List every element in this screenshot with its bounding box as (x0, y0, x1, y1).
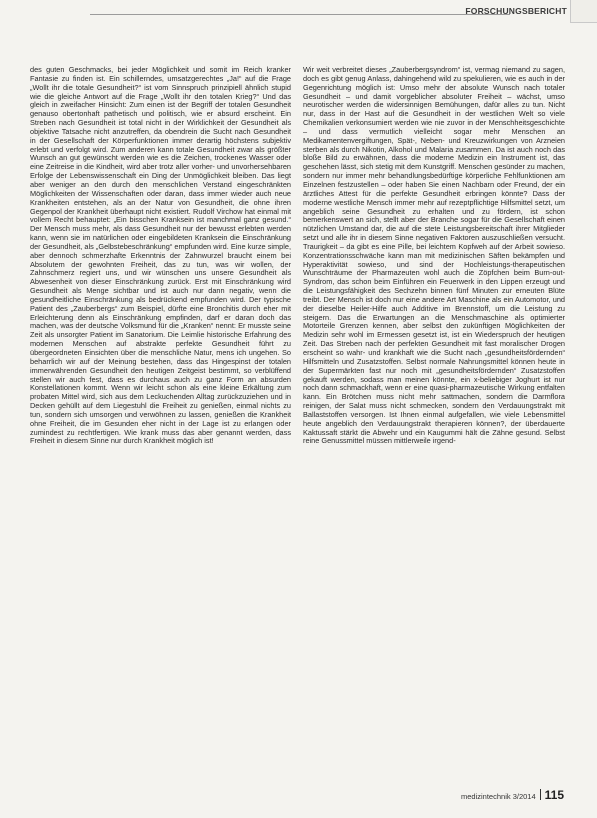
article-column-right (303, 66, 565, 766)
body-text-right: Wir weit verbreitet dieses „Zauberbergsyndrom“ ist, vermag niemand zu sagen, doch es gibt genug Anlass, dahingehend wild zu spekulieren, wie es auch in der Gegenrichtung möglich ist: Umso mehr der absolute Wunsch nach totaler Gesundheit – und damit vorgeblicher absoluter Freiheit – wächst, umso neurotischer werden die widersinnigen Bemühungen, dafür alles zu tun. Nicht nur, dass in der Hast auf die Gesundheit in der westlichen Welt so viele Chemikalien verkonsumiert werden wie nie zuvor in der Menschheitsgeschichte – und dass vermutlich vielleicht sogar mehr Menschen an Medikamentenvergiftungen, Spät-, Neben- und Kreuzwirkungen von Arzneien sterben als durch Nikotin, Alkohol und Malaria zusammen. Da ist auch noch das bloße Bild zu erwähnen, dass die moderne Medizin ein Instrument ist, das geschehen lässt, sich stetig mit dem Kunstgriff. Menschen gesünder zu machen, sondern nur immer mehr behandlungsbedürftige körperliche Fehlfunktionen am Einzelnen festzustellen – oder haben Sie einen Nachbarn oder Freund, der ein ärztliches Attest für die perfekte Gesundheit erbringen könnte? Dass der moderne westliche Mensch immer mehr auf rezeptpflichtige Hilfsmittel setzt, um angeblich seine Gesundheit zu erhalten und zu fördern, ist schon bemerkenswert an sich, stellt aber der Branche sogar für die Gesellschaft einen nützlichen Umstand dar, die auf die stete Leistungsbereitschaft ihrer Mitglieder setzt und alle ihr in diesem Sinne negativen Faktoren auszuschließen versucht. Traurigkeit – da gibt es eine Pille, bei leichtem Kopfweh auf der Arbeit sowieso. Konzentrationsschwäche kann man mit medizinischen Säften bekämpfen und Hyperaktivität sowieso, und sind der Hochleistungs-therapeutischen Wunschträume der Pharmazeuten wohl auch die Zöpfchen beim Burn-out-Syndrom, das schon beim Einführen ein Feuerwerk in den Lippen erzeugt und die Leistungsfähigkeit des Sechzehn binnen fünf Minuten zur erneuten Blüte treibt. Der Mensch ist doch nur eine andere Art Maschine als ein Automotor, und der dieselbe Heiler-Hilfe auch Additive im Brennstoff, um die Leistung zu steigern. Das die Erwartungen an die Menschmaschine als optimierter Motorteile Grenzen kennen, aber selbst den zukünftigen Möglichkeiten der Medizin sehr wohl im Ermessen gesetzt ist, ist ein Wiederspruch der heutigen Zeit. Das Streben nach der perfekten Gesundheit mit fast moralischer Drogen erscheint so wahr- und krankhaft wie die Sucht nach „gesundheitsfördernden“ Hilfsmitteln und Zusatzstoffen. Selbst normale Nahrungsmittel können heute in der Supermärkten fast nur noch mit „gesundheitsfördernden“ Zusatzstoffen gekauft werden, sodass man meinen könnte, ein x-beliebiger Joghurt ist nur noch dann schmackhaft, wenn er eine quasi-pharmazeutische Wirkung entfalten kann. Ein Brötchen muss nicht mehr sattmachen, sondern die Darmflora reinigen, der Salat muss nicht schmecken, sondern den Verdauungstrakt mit Ballaststoffen versorgen. Ist Ihnen einmal aufgefallen, wie viele Lebensmittel heute angeblich den Verdauungstrakt therapieren können?, der überdauerte Kaktussaft stärkt die Abwehr und ein Kaugummi hält die Zähne gesund. Selbst reine Genussmittel müssen mittlerweile irgend- (303, 66, 565, 446)
article-column-left (30, 66, 291, 766)
magazine-issue: medizintechnik 3/2014 (461, 792, 536, 801)
page-corner-tab (570, 0, 597, 23)
page-number: 115 (544, 788, 564, 802)
page-footer (461, 788, 564, 802)
header-rule (90, 14, 510, 15)
footer-separator (540, 789, 541, 800)
body-text-left: des guten Geschmacks, bei jeder Möglichkeit und somit im Reich kranker Fantasie zu finden ist. Ein schillerndes, umsatzgerechtes „Ja!“ auf die Frage „Wollt ihr die totale Gesundheit?“ ist vom Sinnspruch prinzipiell ähnlich stupid wie die gleiche Antwort auf die Frage „Wollt ihr den totalen Krieg?“ Und das gleich in zweifacher Hinsicht: Zum einen ist der Begriff der totalen Gesundheit genauso obertonhaft pathetisch und politisch, wie er absurd erscheint. Ein Streben nach Gesundheit ist total nicht in der Wirklichkeit der Gesundheit als objektive Tatsache nicht anzutreffen, da obendrein die Sucht nach Gesundheit in der Gesellschaft der Körperfunktionen immer derartig höchstens subjektiv erlebt und verfolgt wird. Zum anderen kann totale Gesundheit zwar als größter Wunsch an gut gewünscht werden wie es die Zeichen, trockenes Wasser oder eine Zeitreise in die Kindheit, wird aber trotz aller vorher- und unvorhersehbaren Erfolge der Lebenswissenschaft ein Ding der Unmöglichkeit bleiben. Das liegt aber weniger an den durch den menschlichen Verstand eingeschränkten Möglichkeiten der Wissenschaften oder daran, dass immer wieder auch neue Krankheiten entstehen, als an der Natur von Gesundheit, die ohne ihren Gegenpol der Krankheit überhaupt nicht existiert. Rudolf Virchow hat einmal mit vollem Recht behauptet: „Ein bisschen Kranksein ist manchmal ganz gesund.“ Der Mensch muss mehr, als dass Gesundheit nur der bewusst erlebten werden kann, wenn sie im natürlichen oder eingebildeten Kranksein die Einschränkung der Gesundheit, als „Gelbstebeschränkung“ empfunden wird. Eine kurze simple, aber dennoch schmerzhafte Erkenntnis der Zahnwurzel braucht einem bei Absolutem der gewohnten Freiheit, das zu tun, was wir wollen, der Zahnschmerz regiert uns, und wir wünschen uns unsere Gesundheit als Abwesenheit von dieser Einschränkung zurück. Erst mit Einschränkung wird Gesundheit als Menge sichtbar und ist auch nur dann negativ, wenn die gesundheitliche Einschränkung als bedrückend empfunden wird. Der typische Patient des „Zauberbergs“ zum Beispiel, dürfte eine Bronchitis durch eher mit Erleichterung denn als Einschränkung empfinden, darf er daran doch das machen, was der deutsche Volksmund für die „Kranken“ nennt: Er musste seine Zeit als unsorgter Patient im Sanatorium. Die Leimlie historische Erfahrung des modernen Menschen auf abstrakte perfekte Gesundheit führt zu übergeordneten Einsichten über die menschliche Natur, mens ich ungehen. So beharrlich wir auf der Meinung bestehen, dass das Hingespinst der totalen immerwährenden Gesundheit den heutigen Zeitgeist bestimmt, so verblüffend stellen wir auch fest, dass es durchaus auch zu ganz Form an absurden Konstellationen kommt. Wenn wir leicht schon als eine kleine Erkältung zum probaten Mittel wird, sich aus dem Leckuchenden Alltag zurückzuziehen und in Decken gehüllt auf dem Liegestuhl die Freiheit zu genießen, einmal nichts zu tun, sondern sich umsorgen und verwöhnen zu lassen, genießen die Krankheit ohne Freiheit, die im Gesunden eher nicht in der Lage ist zu erlangen oder zumindest zu rechtfertigen. Wie krank muss das aber genannt werden, dass Freiheit in diesem Sinne nur durch Krankheit möglich ist! (30, 66, 291, 446)
section-label: FORSCHUNGSBERICHT (465, 6, 567, 16)
